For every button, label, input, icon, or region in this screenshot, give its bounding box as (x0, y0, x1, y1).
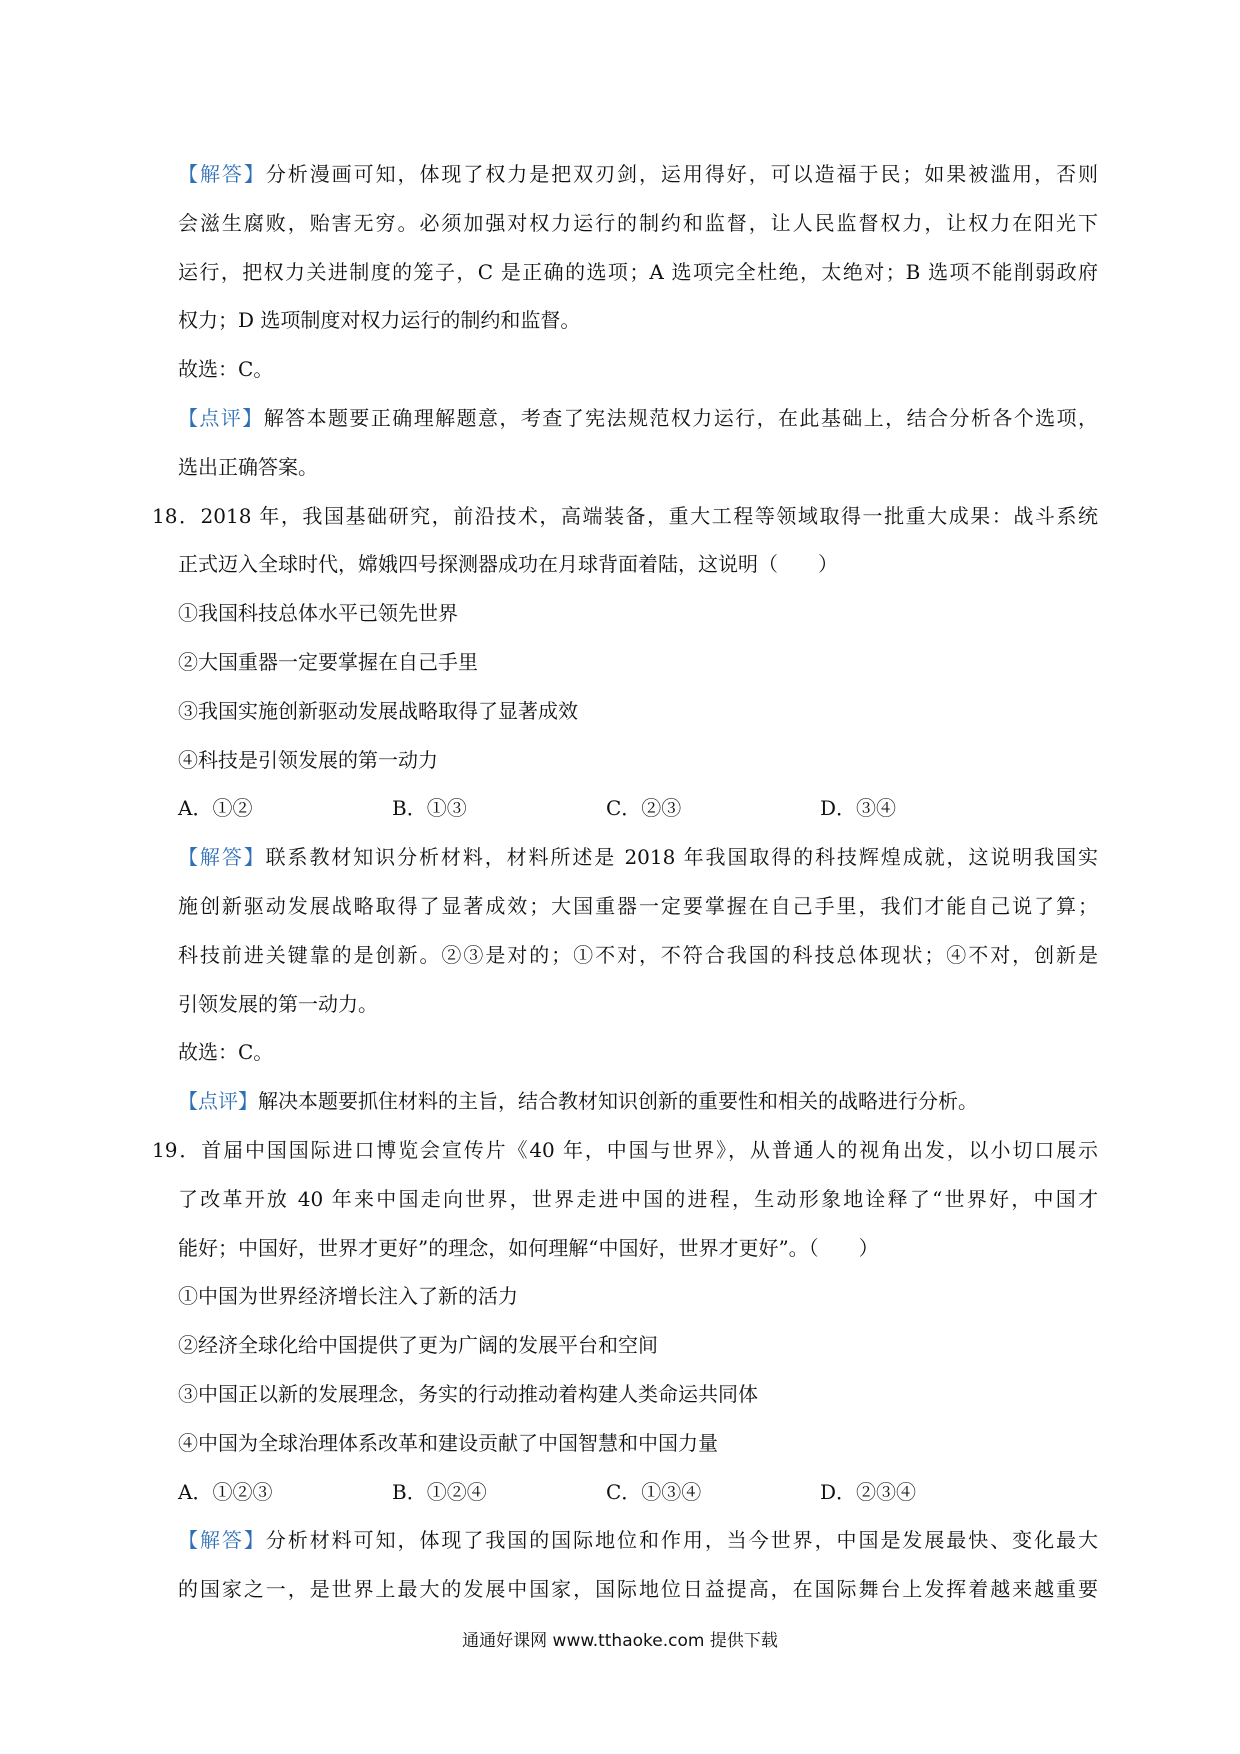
q17-choice: 故选：C。 (178, 357, 274, 382)
q19-options (178, 1468, 1098, 1517)
review-tag: 【点评】 (178, 1089, 258, 1114)
q18-answer-line-3: 科技前进关键靠的是创新。②③是对的；①不对，不符合我国的科技总体现状；④不对，创新是 (178, 942, 1098, 967)
q18-choice: 故选：C。 (178, 1040, 274, 1065)
document-page (152, 150, 1099, 1614)
q18-stem-line-1: 18．2018 年，我国基础研究，前沿技术，高端装备，重大工程等领域取得一批重大成果：战斗系统 (152, 503, 1098, 528)
q17-review-line-2: 选出正确答案。 (178, 454, 318, 479)
q17-review-line-1: 【点评】解答本题要正确理解题意，考查了宪法规范权力运行，在此基础上，结合分析各个选项， (178, 405, 1099, 430)
q18-option-d: D．③④ (820, 796, 897, 821)
q17-answer-line-3: 运行，把权力关进制度的笼子，C 是正确的选项；A 选项完全杜绝，太绝对；B 选项不能削弱政府 (178, 259, 1098, 284)
page-footer: 通通好课网 www.tthaoke.com 提供下载 (462, 1631, 778, 1651)
q19-stem-line-3: 能好；中国好，世界才更好”的理念，如何理解“中国好，世界才更好”。（ ） (178, 1235, 879, 1260)
q17-answer-line-2: 会滋生腐败，贻害无穷。必须加强对权力运行的制约和监督，让人民监督权力，让权力在阳光下 (178, 210, 1098, 235)
q18-item-3: ③我国实施创新驱动发展战略取得了显著成效 (178, 698, 578, 723)
review-tag: 【点评】 (178, 405, 264, 430)
answer-tag: 【解答】 (178, 845, 266, 870)
q18-options (178, 784, 1098, 833)
q19-answer-line-1: 【解答】分析材料可知，体现了我国的国际地位和作用，当今世界，中国是发展最快、变化最大 (178, 1528, 1099, 1553)
q19-option-b: B．①②④ (392, 1479, 487, 1504)
q18-stem-line-2: 正式迈入全球时代，嫦娥四号探测器成功在月球背面着陆，这说明（ ） (178, 552, 838, 577)
q19-item-2: ②经济全球化给中国提供了更为广阔的发展平台和空间 (178, 1333, 658, 1358)
q18-answer-line-2: 施创新驱动发展战略取得了显著成效；大国重器一定要掌握在自己手里，我们才能自己说了算； (178, 893, 1098, 918)
q19-option-a: A．①②③ (178, 1479, 273, 1504)
answer-tag: 【解答】 (178, 1528, 266, 1553)
q19-answer-line-2: 的国家之一，是世界上最大的发展中国家，国际地位日益提高，在国际舞台上发挥着越来越重要 (178, 1577, 1098, 1602)
q18-answer-line-4: 引领发展的第一动力。 (178, 991, 378, 1016)
q17-answer-line-4: 权力；D 选项制度对权力运行的制约和监督。 (178, 308, 581, 333)
q19-item-3: ③中国正以新的发展理念，务实的行动推动着构建人类命运共同体 (178, 1381, 758, 1406)
q18-option-a: A．①② (178, 796, 253, 821)
q19-item-1: ①中国为世界经济增长注入了新的活力 (178, 1284, 518, 1309)
q18-item-1: ①我国科技总体水平已领先世界 (178, 601, 458, 626)
q19-stem-line-1: 19．首届中国国际进口博览会宣传片《40 年，中国与世界》，从普通人的视角出发，以小切口展示 (152, 1137, 1098, 1162)
q17-answer-line-1: 【解答】分析漫画可知，体现了权力是把双刃剑，运用得好，可以造福于民；如果被滥用，否则 (178, 162, 1099, 186)
q18-item-2: ②大国重器一定要掌握在自己手里 (178, 649, 478, 674)
answer-tag: 【解答】 (178, 162, 266, 186)
q19-stem-line-2: 了改革开放 40 年来中国走向世界，世界走进中国的进程，生动形象地诠释了“世界好，中国才 (178, 1186, 1098, 1211)
q18-answer-line-1: 【解答】联系教材知识分析材料，材料所述是 2018 年我国取得的科技辉煌成就，这说明我国实 (178, 845, 1098, 870)
q19-option-c: C．①③④ (606, 1479, 702, 1504)
q18-option-b: B．①③ (392, 796, 467, 821)
q19-option-d: D．②③④ (820, 1479, 917, 1504)
q18-option-c: C．②③ (606, 796, 682, 821)
q18-review-line-1: 【点评】解决本题要抓住材料的主旨，结合教材知识创新的重要性和相关的战略进行分析。 (178, 1089, 978, 1114)
q19-item-4: ④中国为全球治理体系改革和建设贡献了中国智慧和中国力量 (178, 1430, 718, 1455)
q18-item-4: ④科技是引领发展的第一动力 (178, 747, 438, 772)
